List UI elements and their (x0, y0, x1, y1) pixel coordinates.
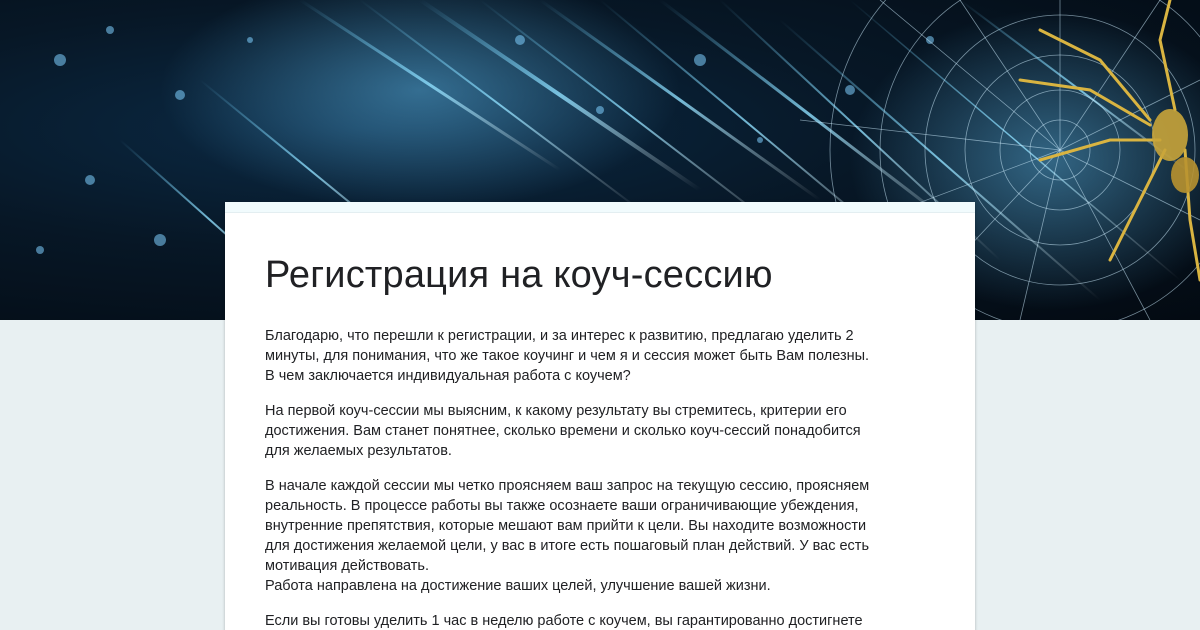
form-card (225, 202, 975, 630)
description-line: мотивация действовать. (265, 558, 429, 574)
description-line: На первой коуч-сессии мы выясним, к какому результату вы стремитесь, критерии его (265, 403, 847, 419)
description-line: внутренние препятствия, которые мешают вам прийти к цели. Вы находите возможности (265, 518, 867, 534)
description-line: В чем заключается индивидуальная работа с коучем? (265, 368, 631, 384)
description-line: Благодарю, что перешли к регистрации, и за интерес к развитию, предлагаю уделить 2 (265, 328, 854, 344)
description-line: минуты, для понимания, что же такое коучинг и чем я и сессия может быть Вам полезны. (265, 348, 870, 364)
description-line: достижения. Вам станет понятнее, сколько времени и сколько коуч-сессий понадобится (265, 423, 861, 439)
card-top-accent (225, 202, 975, 213)
description-paragraph (265, 401, 945, 461)
description-paragraph (265, 476, 945, 596)
description-line: В начале каждой сессии мы четко проясняем ваш запрос на текущую сессию, проясняем (265, 478, 870, 494)
description-line: Работа направлена на достижение ваших целей, улучшение вашей жизни. (265, 578, 771, 594)
description-line: Если вы готовы уделить 1 час в неделю работе с коучем, вы гарантированно достигнете (265, 613, 863, 629)
description-line: для желаемых результатов. (265, 443, 452, 459)
description-line: реальность. В процессе работы вы также осознаете ваши ограничивающие убеждения, (265, 498, 859, 514)
form-title: Регистрация на коуч-сессию (265, 254, 773, 296)
description-paragraph (265, 326, 945, 386)
description-line: для достижения желаемой цели, у вас в итоге есть пошаговый план действий. У вас есть (265, 538, 870, 554)
form-description (265, 326, 945, 630)
description-paragraph (265, 611, 945, 630)
